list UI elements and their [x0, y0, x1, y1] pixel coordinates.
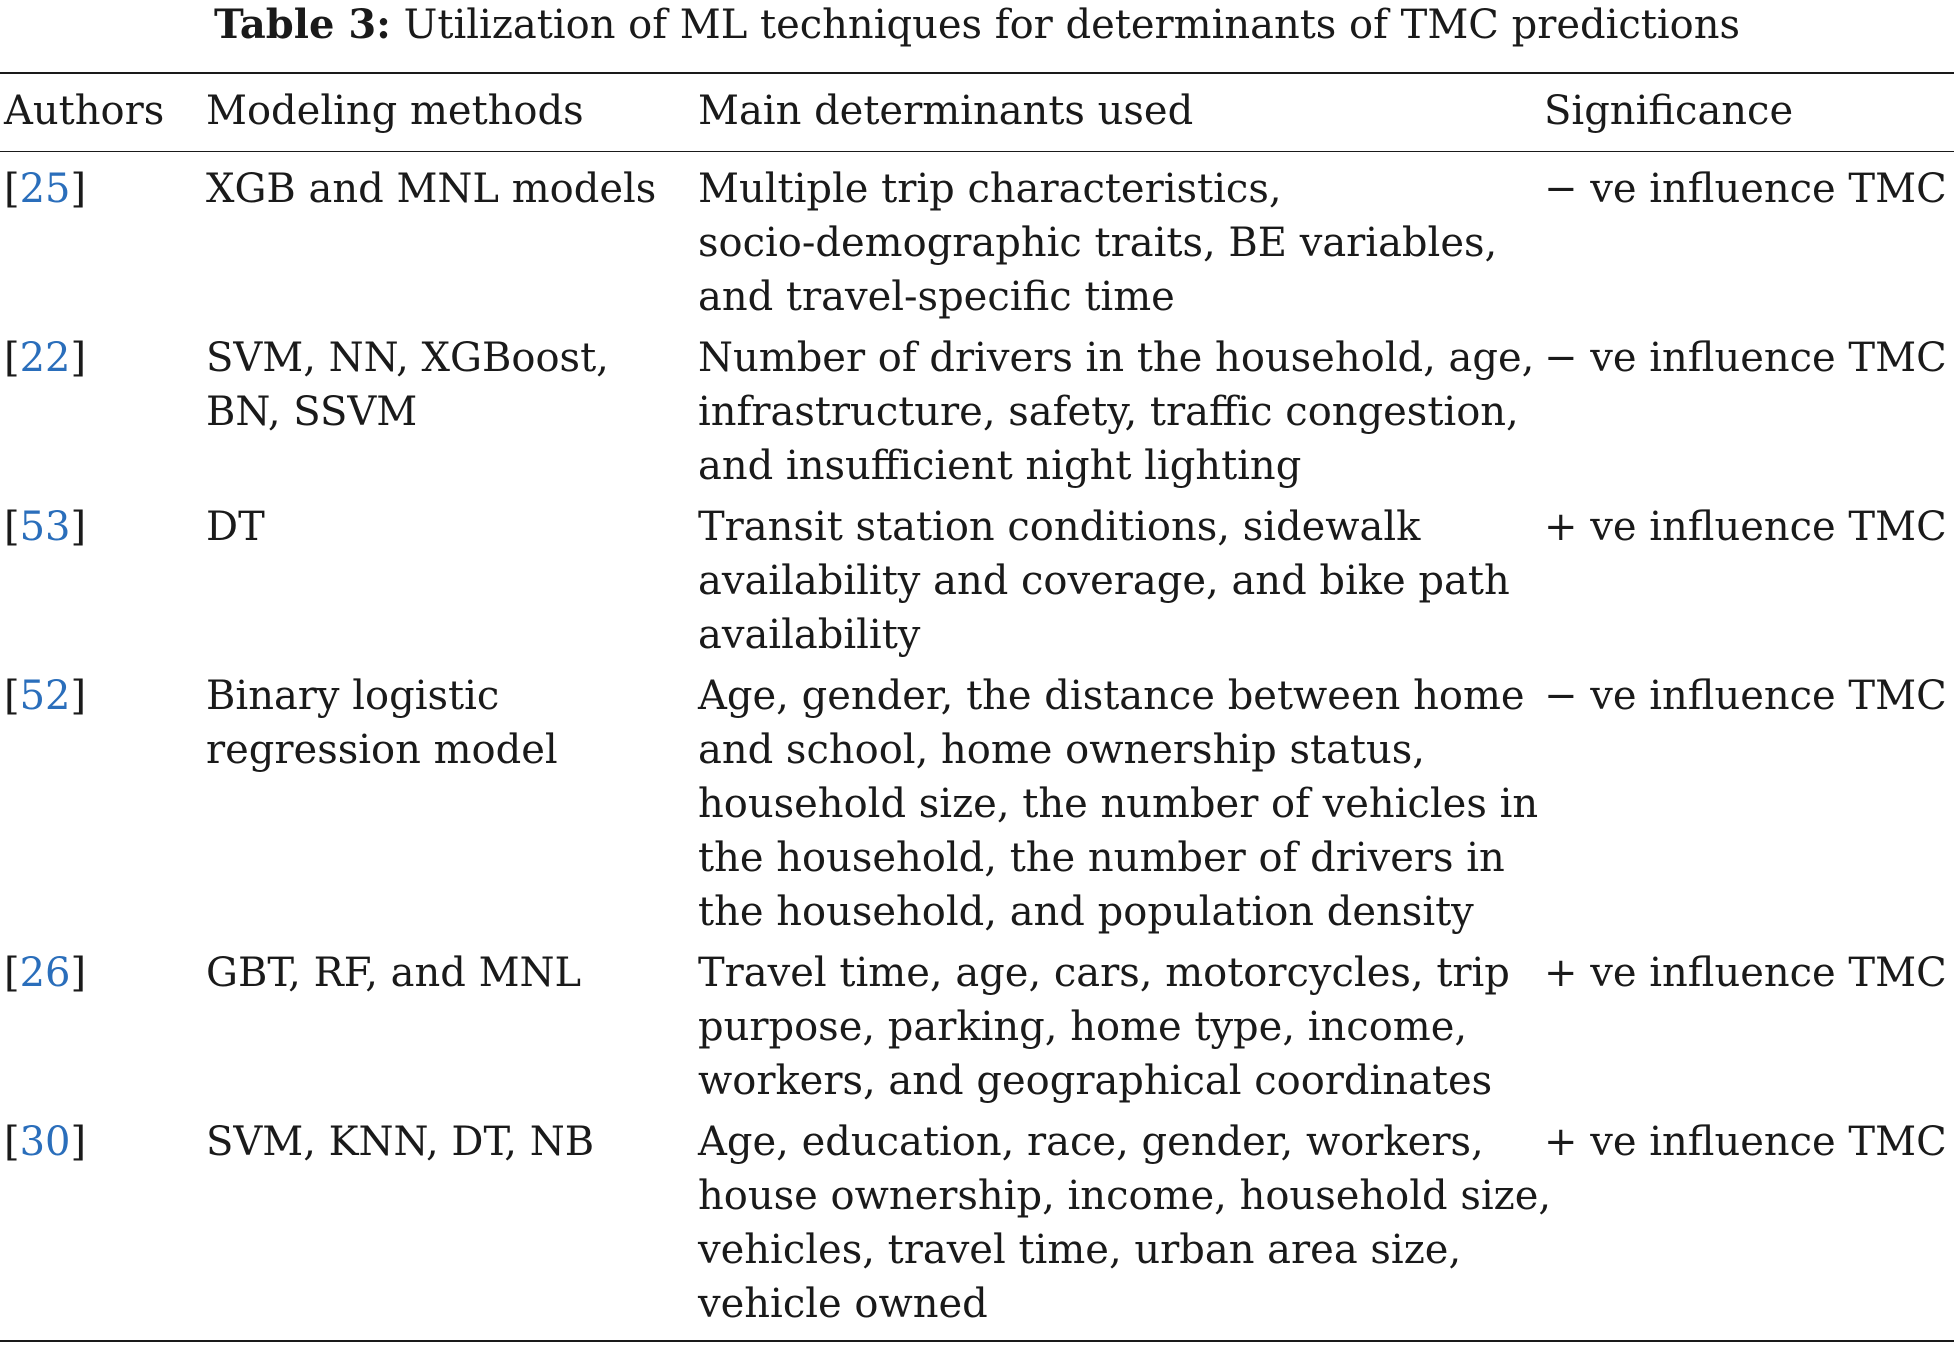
- determinant-line: vehicle owned: [698, 1281, 988, 1327]
- table-row-methods: [206, 1115, 594, 1169]
- table-row-determinants: [698, 162, 1497, 324]
- method-line: BN, SSVM: [206, 389, 418, 435]
- table-row-significance: + ve influence TMC: [1544, 950, 1947, 996]
- citation-link[interactable]: 26: [19, 950, 71, 996]
- table-row-authors: [25]: [4, 166, 87, 212]
- determinant-line: the household, the number of drivers in: [698, 835, 1505, 881]
- determinant-line: and travel-specific time: [698, 274, 1175, 320]
- citation-link[interactable]: 30: [19, 1119, 71, 1165]
- table-row-determinants: [698, 1115, 1551, 1331]
- table-row-determinants: [698, 331, 1534, 493]
- table-row-authors: [22]: [4, 335, 87, 381]
- citation-link[interactable]: 25: [19, 166, 71, 212]
- method-line: DT: [206, 504, 265, 550]
- determinant-line: house ownership, income, household size,: [698, 1173, 1552, 1219]
- method-line: regression model: [206, 727, 558, 773]
- table-caption: [0, 0, 1954, 50]
- method-line: SVM, NN, XGBoost,: [206, 335, 609, 381]
- determinant-line: infrastructure, safety, traffic congestion,: [698, 389, 1519, 435]
- table-row-methods: [206, 946, 581, 1000]
- citation-link[interactable]: 53: [19, 504, 71, 550]
- method-line: SVM, KNN, DT, NB: [206, 1119, 595, 1165]
- table-row-significance: − ve influence TMC: [1544, 335, 1947, 381]
- citation-link[interactable]: 22: [19, 335, 71, 381]
- table-caption-label: Table 3:: [213, 1, 391, 48]
- table-row-methods: [206, 669, 558, 777]
- header-significance: Significance: [1544, 88, 1794, 134]
- table-header-rule: [0, 151, 1954, 152]
- determinant-line: Number of drivers in the household, age,: [698, 335, 1535, 381]
- table-row-significance: + ve influence TMC: [1544, 1119, 1947, 1165]
- citation-link[interactable]: 52: [19, 673, 71, 719]
- method-line: XGB and MNL models: [206, 166, 657, 212]
- table-caption-text: Utilization of ML techniques for determinants of TMC predictions: [403, 2, 1741, 48]
- header-modeling-methods: Modeling methods: [206, 88, 584, 134]
- determinant-line: availability: [698, 612, 921, 658]
- header-authors: Authors: [4, 88, 165, 134]
- table-row-authors: [52]: [4, 673, 87, 719]
- determinant-line: the household, and population density: [698, 889, 1474, 935]
- table-top-rule: [0, 72, 1954, 74]
- determinant-line: and school, home ownership status,: [698, 727, 1425, 773]
- table-row-determinants: [698, 669, 1538, 939]
- method-line: Binary logistic: [206, 673, 500, 719]
- table-row-authors: [53]: [4, 504, 87, 550]
- table-row-determinants: [698, 500, 1510, 662]
- table-row-significance: + ve influence TMC: [1544, 504, 1947, 550]
- determinant-line: availability and coverage, and bike path: [698, 558, 1510, 604]
- determinant-line: and insufficient night lighting: [698, 443, 1302, 489]
- header-main-determinants: Main determinants used: [698, 88, 1194, 134]
- table-row-authors: [26]: [4, 950, 87, 996]
- table-row-significance: − ve influence TMC: [1544, 673, 1947, 719]
- determinant-line: Multiple trip characteristics,: [698, 166, 1282, 212]
- table-row-methods: [206, 331, 609, 439]
- table-row-significance: − ve influence TMC: [1544, 166, 1947, 212]
- determinant-line: socio-demographic traits, BE variables,: [698, 220, 1498, 266]
- determinant-line: Travel time, age, cars, motorcycles, trip: [698, 950, 1510, 996]
- determinant-line: purpose, parking, home type, income,: [698, 1004, 1468, 1050]
- table-row-determinants: [698, 946, 1510, 1108]
- table-row-authors: [30]: [4, 1119, 87, 1165]
- table-bottom-rule: [0, 1340, 1954, 1342]
- table-row-methods: [206, 162, 656, 216]
- determinant-line: household size, the number of vehicles in: [698, 781, 1539, 827]
- determinant-line: Transit station conditions, sidewalk: [698, 504, 1421, 550]
- determinant-line: Age, education, race, gender, workers,: [698, 1119, 1484, 1165]
- table-row-methods: [206, 500, 265, 554]
- determinant-line: workers, and geographical coordinates: [698, 1058, 1493, 1104]
- determinant-line: Age, gender, the distance between home: [698, 673, 1525, 719]
- determinant-line: vehicles, travel time, urban area size,: [698, 1227, 1462, 1273]
- method-line: GBT, RF, and MNL: [206, 950, 582, 996]
